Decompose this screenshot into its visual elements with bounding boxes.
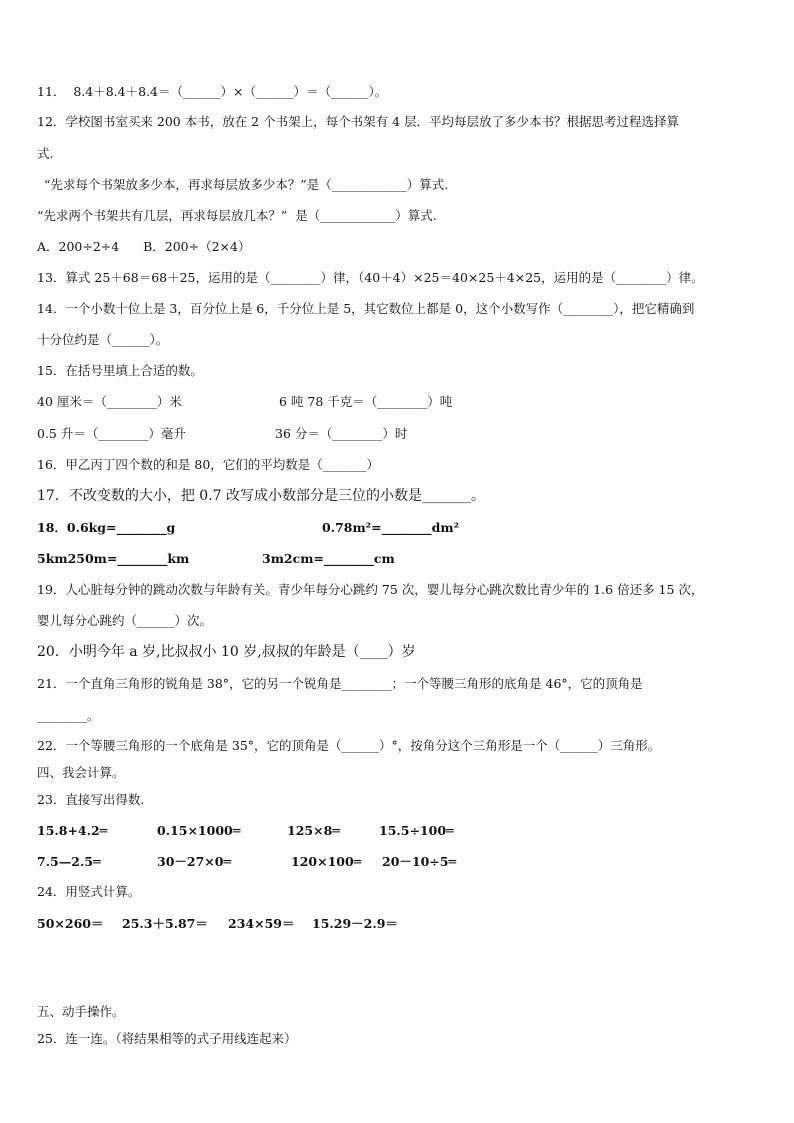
question-18-b: 0.78m²=________dm² [322, 520, 460, 535]
q23-r2-c4: 20－10÷5═ [382, 854, 456, 869]
q23-r1-c4: 15.5÷100═ [379, 823, 454, 838]
q23-r2-c2: 30－27×0═ [157, 854, 231, 869]
question-18-a: 18．0.6kg=________g [37, 520, 176, 535]
question-21-line-1: 21．一个直角三角形的锐角是 38°，它的另一个锐角是________；一个等腰三角形的底角是 46°，它的顶角是 [37, 676, 643, 691]
question-11: 11． 8.4＋8.4＋8.4＝（______）×（______）＝（______）。 [37, 84, 388, 99]
question-23-title: 23．直接写出得数. [37, 792, 145, 807]
question-19-line-1: 19．人心脏每分钟的跳动次数与年龄有关。青少年每分心跳约 75 次，婴儿每分心跳次数比青少年的 1.6 倍还多 15 次， [37, 582, 704, 597]
question-17: 17．不改变数的大小，把 0.7 改写成小数部分是三位的小数是_______。 [37, 488, 485, 504]
question-15-d: 36 分＝（________）时 [275, 426, 408, 441]
question-12-line-3: “先求每个书架放多少本，再求每层放多少本？”是（____________）算式. [44, 177, 449, 192]
question-12-options: A．200÷2÷4 B．200÷（2×4） [37, 239, 251, 254]
q23-r2-c3: 120×100═ [291, 854, 362, 869]
question-20: 20．小明今年 a 岁,比叔叔小 10 岁,叔叔的年龄是（____）岁 [37, 644, 416, 660]
question-15-c: 0.5 升＝（________）毫升 [37, 426, 186, 441]
section-5-heading: 五、动手操作。 [37, 1004, 125, 1019]
question-14-line-2: 十分位约是（______）。 [37, 332, 169, 347]
q23-r1-c2: 0.15×1000═ [157, 823, 241, 838]
q24-c4: 15.29－2.9＝ [312, 916, 398, 931]
q24-c2: 25.3＋5.87＝ [122, 916, 208, 931]
question-21-line-2: ________。 [37, 708, 100, 723]
question-15-a: 40 厘米＝（________）米 [37, 394, 182, 409]
question-15-b: 6 吨 78 千克＝（________）吨 [279, 394, 453, 409]
question-12-line-1: 12．学校图书室买来 200 本书，放在 2 个书架上，每个书架有 4 层．平均每层放了多少本书？根据思考过程选择算 [37, 114, 680, 129]
question-15-title: 15．在括号里填上合适的数。 [37, 363, 203, 378]
question-12-line-4: “先求两个书架共有几层，再求每层放几本？” 是（____________）算式. [37, 208, 437, 223]
q23-r1-c1: 15.8+4.2═ [37, 823, 108, 838]
question-12-line-2: 式. [37, 146, 54, 161]
question-24-title: 24．用竖式计算。 [37, 884, 141, 899]
question-18-c: 5km250m=________km [37, 551, 190, 566]
q23-r1-c3: 125×8═ [287, 823, 340, 838]
question-18-d: 3m2cm=________cm [262, 551, 395, 566]
q23-r2-c1: 7.5—2.5═ [37, 854, 101, 869]
q24-c1: 50×260＝ [37, 916, 104, 931]
question-25: 25．连一连。（将结果相等的式子用线连起来） [37, 1031, 297, 1046]
question-22: 22．一个等腰三角形的一个底角是 35°，它的顶角是（______）°，按角分这个三角形是一个（______）三角形。 [37, 738, 661, 753]
question-16: 16．甲乙丙丁四个数的和是 80，它们的平均数是（_______） [37, 457, 380, 472]
question-14-line-1: 14．一个小数十位上是 3，百分位上是 6，千分位上是 5，其它数位上都是 0，这个小数写作（________），把它精确到 [37, 301, 695, 316]
question-13: 13．算式 25＋68＝68＋25，运用的是（________）律，（40＋4）×25＝40×25＋4×25，运用的是（________）律。 [37, 270, 704, 285]
q24-c3: 234×59＝ [228, 916, 295, 931]
question-19-line-2: 婴儿每分心跳约（______）次。 [37, 613, 213, 628]
section-4-heading: 四、我会计算。 [37, 765, 125, 780]
